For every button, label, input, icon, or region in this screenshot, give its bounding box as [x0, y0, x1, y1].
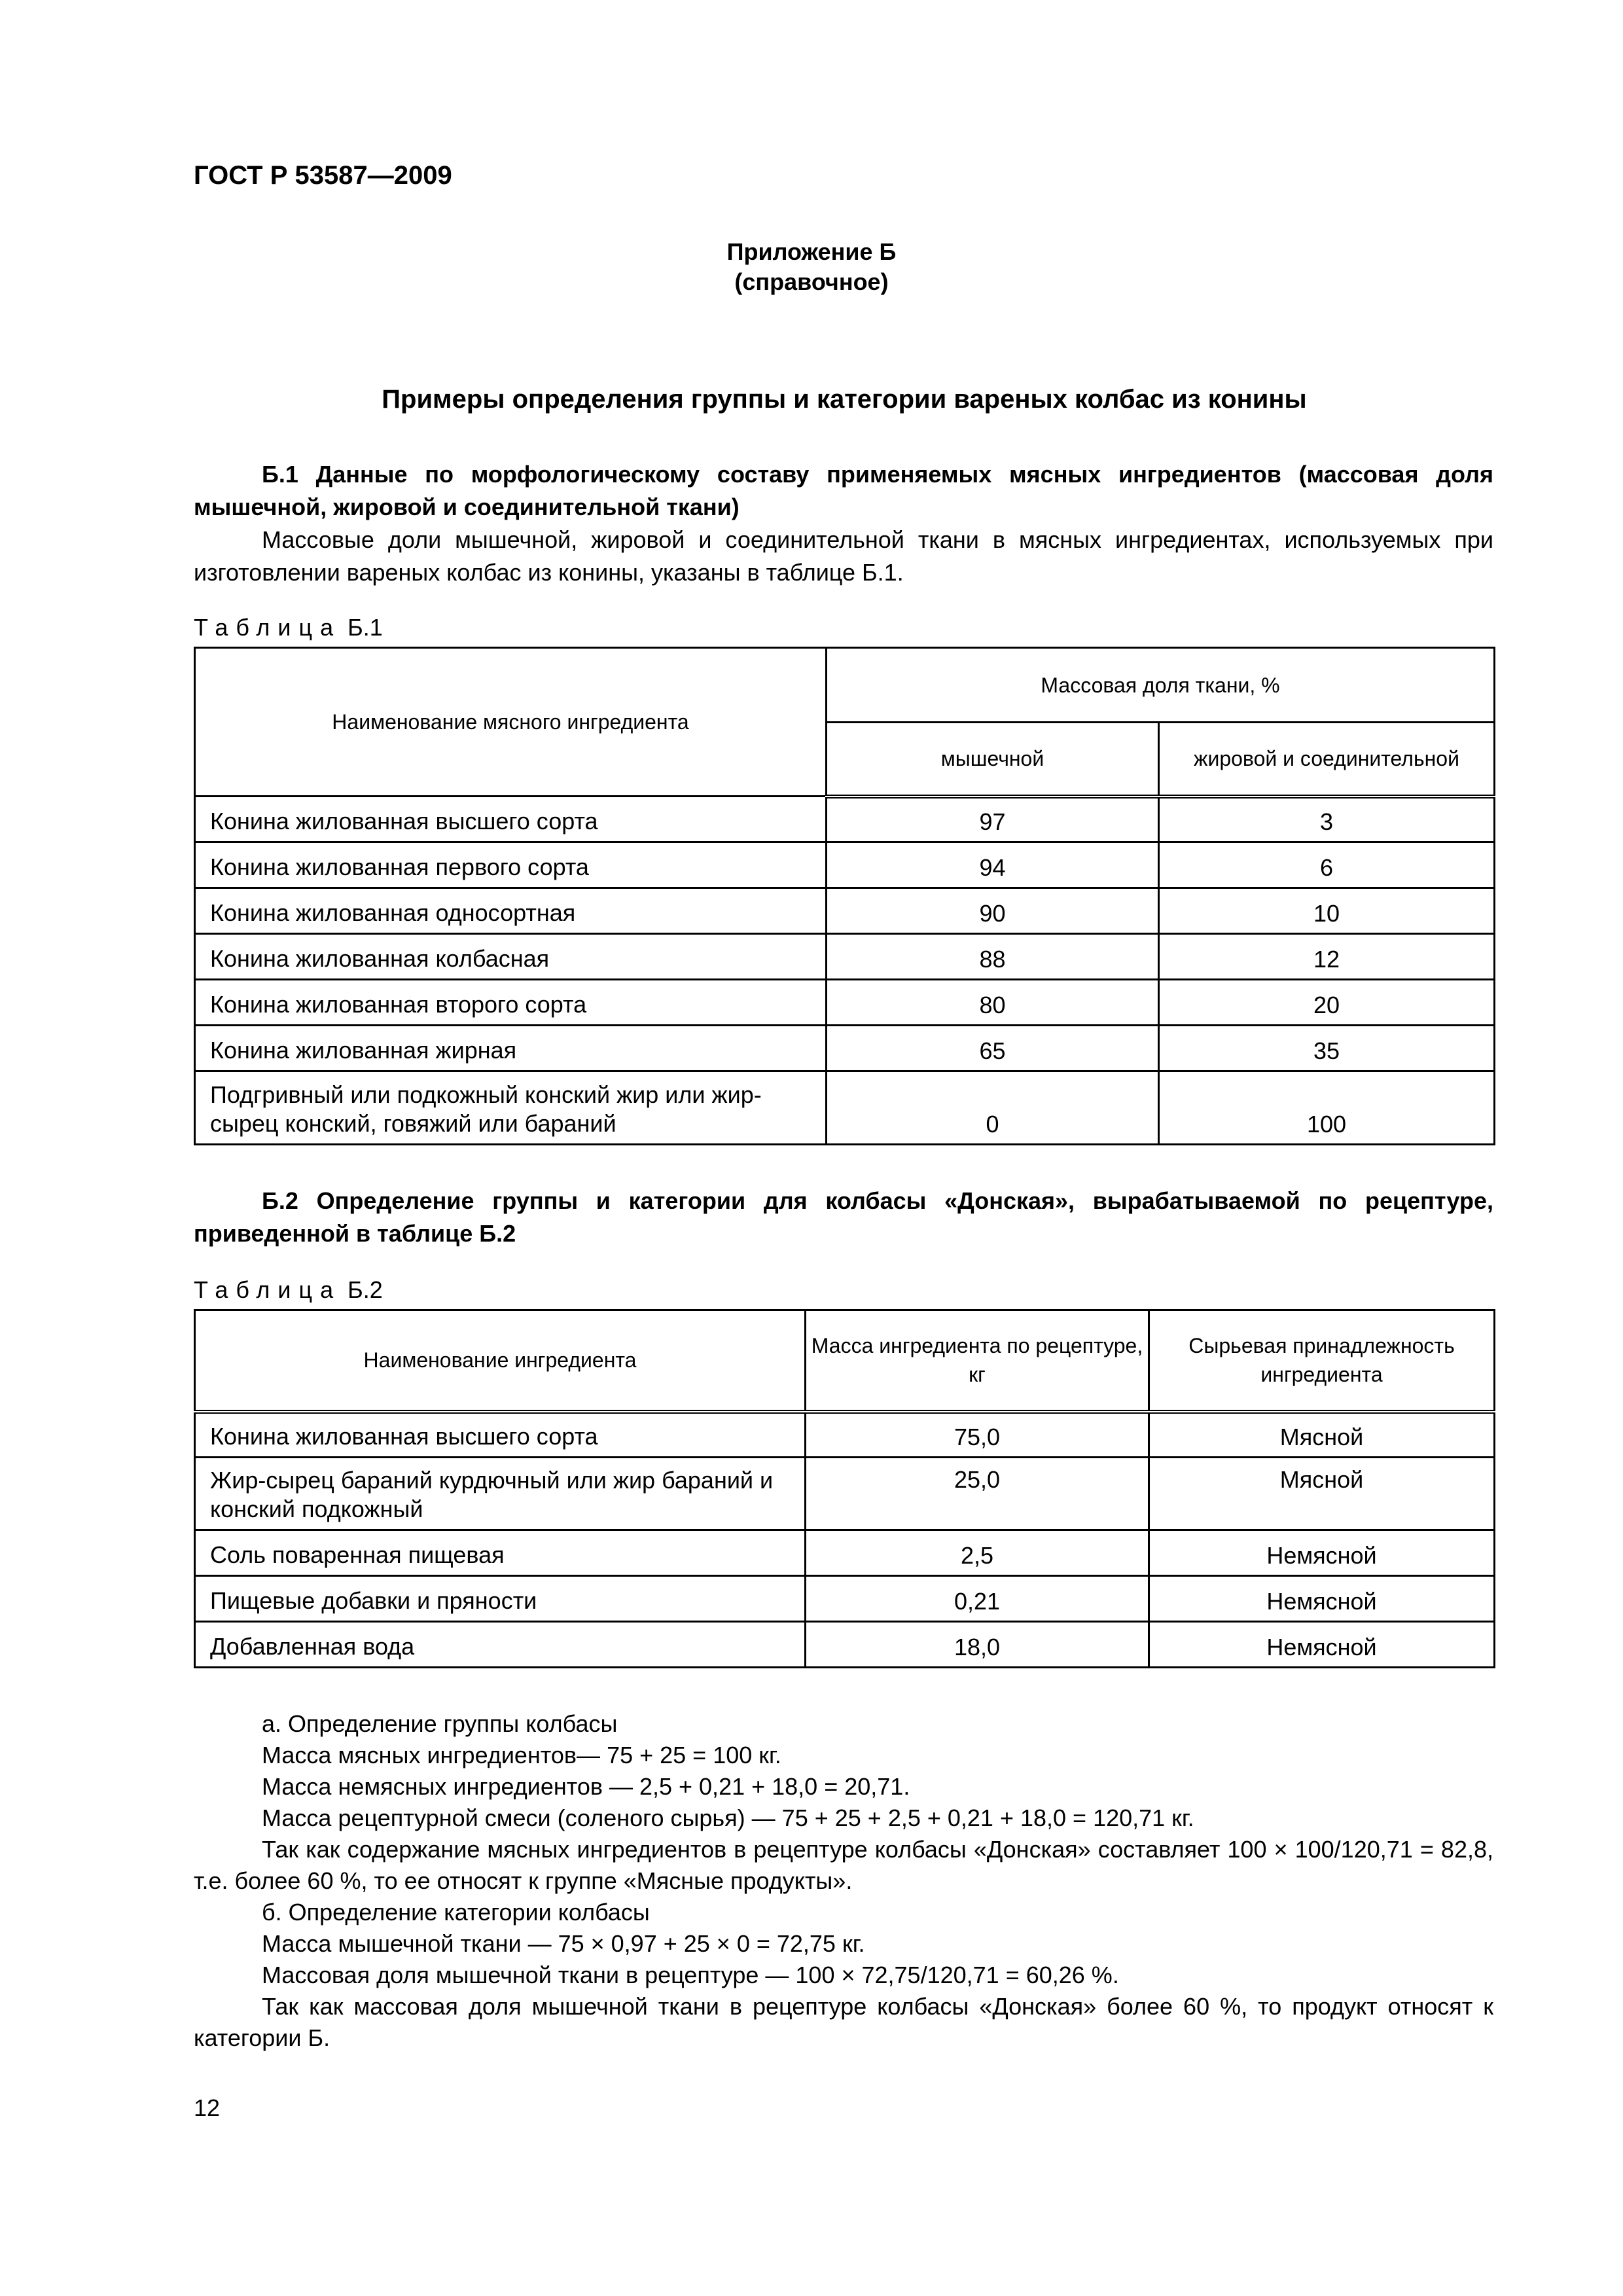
table-b1-cell-muscle: 97 [827, 797, 1159, 842]
table-b1-caption [194, 614, 383, 641]
calc-b-title: б. Определение категории колбасы [262, 1899, 650, 1926]
table-row [195, 934, 1495, 980]
calc-a1: Масса мясных ингредиентов— 75 + 25 = 100 кг. [262, 1742, 781, 1768]
appendix-type: (справочное) [734, 268, 889, 295]
section-b1-heading: Б.1 Данные по морфологическому составу применяемых мясных ингредиентов (массовая доля мышечной, жировой и соединительной ткани) [194, 461, 1493, 520]
table-b2-cell-name: Добавленная вода [195, 1622, 806, 1668]
table-row [195, 1412, 1495, 1458]
table-b1-col-group: Массовая доля ткани, % [827, 648, 1495, 723]
table-b1-col-fat: жировой и соединительной [1159, 723, 1495, 797]
table-b2-cell-mass: 0,21 [806, 1576, 1149, 1622]
table-b2-cell-mass: 25,0 [806, 1458, 1149, 1530]
table-b1-cell-fat: 12 [1159, 934, 1495, 980]
table-b2-cell-mass: 75,0 [806, 1412, 1149, 1458]
table-b2-caption-word: Таблица [194, 1276, 342, 1303]
page-number: 12 [194, 2094, 221, 2121]
table-row [195, 1530, 1495, 1576]
table-b1-cell-name: Конина жилованная высшего сорта [195, 797, 827, 842]
table-b1-cell-muscle: 94 [827, 842, 1159, 888]
document-header: ГОСТ Р 53587—2009 [194, 161, 452, 190]
table-row [195, 1622, 1495, 1668]
table-b1-cell-name: Конина жилованная первого сорта [195, 842, 827, 888]
section-b1-text: Массовые доли мышечной, жировой и соединительной ткани в мясных ингредиентах, используемых при изготовлении вареных колбас из конины, указаны в таблице Б.1. [194, 526, 1493, 586]
page-title: Примеры определения группы и категории вареных колбас из конины [382, 385, 1307, 414]
table-b1 [194, 647, 1495, 1145]
table-row [195, 842, 1495, 888]
table-b2-cell-mass: 2,5 [806, 1530, 1149, 1576]
table-row [195, 1026, 1495, 1071]
section-b2-heading: Б.2 Определение группы и категории для колбасы «Донская», вырабатываемой по рецептуре, приведенной в таблице Б.2 [194, 1187, 1493, 1247]
table-b1-cell-muscle: 88 [827, 934, 1159, 980]
calc-b3: Так как массовая доля мышечной ткани в рецептуре колбасы «Донская» более 60 %, то продукт относят к категории Б. [194, 1993, 1493, 2051]
table-b1-cell-muscle: 65 [827, 1026, 1159, 1071]
table-b2-col-name: Наименование ингредиента [195, 1310, 806, 1412]
table-b1-cell-fat: 20 [1159, 980, 1495, 1026]
table-b1-col-name: Наименование мясного ингредиента [195, 648, 827, 797]
table-b1-cell-muscle: 90 [827, 888, 1159, 934]
table-b2-caption [194, 1276, 383, 1304]
table-b2-col-type: Сырьевая принадлежность ингредиента [1149, 1310, 1495, 1412]
table-b1-cell-name: Конина жилованная жирная [195, 1026, 827, 1071]
calculation-block [194, 1708, 1493, 2054]
table-b2-col-mass: Масса ингредиента по рецептуре, кг [806, 1310, 1149, 1412]
table-b1-cell-fat: 6 [1159, 842, 1495, 888]
calc-b1: Масса мышечной ткани — 75 × 0,97 + 25 × 0 = 72,75 кг. [262, 1930, 865, 1957]
table-b1-cell-name: Конина жилованная второго сорта [195, 980, 827, 1026]
table-b1-caption-word: Таблица [194, 614, 342, 641]
calc-a4: Так как содержание мясных ингредиентов в рецептуре колбасы «Донская» составляет 100 × 100/120,71 = 82,8, т.е. более 60 %, то ее относят к группе «Мясные продукты». [194, 1836, 1493, 1894]
table-b2-cell-type: Немясной [1149, 1622, 1495, 1668]
table-b2 [194, 1309, 1495, 1668]
calc-a2: Масса немясных ингредиентов — 2,5 + 0,21 + 18,0 = 20,71. [262, 1773, 910, 1800]
table-b1-cell-fat: 10 [1159, 888, 1495, 934]
calc-a-title: а. Определение группы колбасы [262, 1710, 618, 1737]
table-b1-cell-name: Подгривный или подкожный конский жир или жир-сырец конский, говяжий или бараний [195, 1071, 827, 1145]
appendix-title: Приложение Б [726, 238, 897, 265]
table-b2-cell-name: Жир-сырец бараний курдючный или жир бараний и конский подкожный [195, 1458, 806, 1530]
table-row [195, 1071, 1495, 1145]
table-row [195, 1458, 1495, 1530]
table-b1-cell-fat: 3 [1159, 797, 1495, 842]
table-row [195, 1576, 1495, 1622]
table-b2-cell-name: Конина жилованная высшего сорта [195, 1412, 806, 1458]
table-b1-cell-name: Конина жилованная колбасная [195, 934, 827, 980]
table-b1-cell-muscle: 0 [827, 1071, 1159, 1145]
table-b1-cell-name: Конина жилованная односортная [195, 888, 827, 934]
table-b2-cell-name: Пищевые добавки и пряности [195, 1576, 806, 1622]
table-b1-cell-muscle: 80 [827, 980, 1159, 1026]
calc-b2: Массовая доля мышечной ткани в рецептуре — 100 × 72,75/120,71 = 60,26 %. [262, 1962, 1119, 1988]
appendix-label [0, 237, 1623, 297]
table-b2-cell-type: Мясной [1149, 1412, 1495, 1458]
calc-a3: Масса рецептурной смеси (соленого сырья) — 75 + 25 + 2,5 + 0,21 + 18,0 = 120,71 кг. [262, 1804, 1194, 1831]
table-b2-cell-mass: 18,0 [806, 1622, 1149, 1668]
table-b1-col-muscle: мышечной [827, 723, 1159, 797]
table-b1-cell-fat: 100 [1159, 1071, 1495, 1145]
table-b2-cell-type: Немясной [1149, 1576, 1495, 1622]
table-row [195, 888, 1495, 934]
table-b2-cell-type: Немясной [1149, 1530, 1495, 1576]
table-row [195, 980, 1495, 1026]
table-b1-cell-fat: 35 [1159, 1026, 1495, 1071]
table-b1-caption-num: Б.1 [348, 614, 383, 641]
table-b2-cell-type: Мясной [1149, 1458, 1495, 1530]
table-b2-cell-name: Соль поваренная пищевая [195, 1530, 806, 1576]
table-b2-caption-num: Б.2 [348, 1276, 383, 1303]
table-row [195, 797, 1495, 842]
